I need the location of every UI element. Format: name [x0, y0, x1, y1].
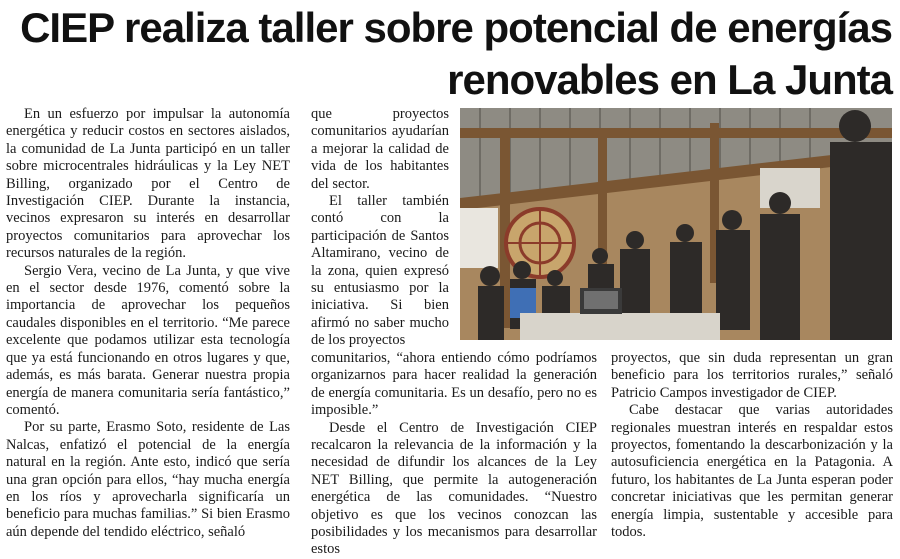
paragraph: proyectos, que sin duda representan un gran beneficio para los territorios rurales,” señaló Patricio Campos investigador de CIEP.: [611, 350, 893, 401]
paragraph: En un esfuerzo por impulsar la autonomía energética y reducir costos en sectores aislados, la comunidad de La Junta participó en un taller sobre microcentrales hidráulicas y la Ley NET Billing, organizado por el Centro de Investigación CIEP. Durante la instancia, vecinos expresaron su interés en desarrollar proyectos comunitarios para aprovechar los recursos naturales de la región.: [6, 106, 290, 262]
paragraph: Desde el Centro de Investigación CIEP recalcaron la relevancia de la información y la necesidad de difundir los alcances de la Ley NET Billing, que permite la autogeneración energética de las comunidades. “Nuestro objetivo es que los vecinos conozcan las posibilidades y los mecanismos para desarrollar estos: [311, 419, 597, 558]
article-column-3: [611, 350, 893, 541]
paragraph: El taller también contó con la participación de Santos Altamirano, vecino de la zona, quien expresó su entusiasmo por la iniciativa. Si bien afirmó no saber mucho de los proyectos: [311, 193, 449, 349]
article-column-2-lower: [311, 350, 597, 559]
article-column-1: [6, 106, 290, 541]
paragraph: Por su parte, Erasmo Soto, residente de Las Nalcas, enfatizó el potencial de la energía natural en la región. Ante esto, indicó que sería una gran opción para ellos, “hay mucha energía en los ríos y aprovecharla significaría un beneficio para muchas familias.” Si bien Erasmo aún depende del tendido eléctrico, señaló: [6, 419, 290, 540]
paragraph: que proyectos comunitarios ayudarían a mejorar la calidad de vida de los habitantes del sector.: [311, 106, 449, 192]
workshop-photo-illustration: [460, 108, 892, 340]
paragraph: Sergio Vera, vecino de La Junta, y que vive en el sector desde 1976, comentó sobre la importancia de aprovechar los pequeños caudales disponibles en el territorio. “Me parece excelente que podamos utilizar esta tecnología que ya está funcionando en otros lugares y que, además, es más barata. Generar nuestra propia energía de manera comunitaria sería fantástico,” comentó.: [6, 262, 290, 418]
paragraph: comunitarios, “ahora entiendo cómo podríamos organizarnos para hacer realidad la generación de energía comunitaria. Es un desafío, pero no es imposible.”: [311, 350, 597, 419]
workshop-photo: [460, 108, 892, 340]
article-headline: CIEP realiza taller sobre potencial de energías renovables en La Junta: [20, 4, 892, 103]
paragraph: Cabe destacar que varias autoridades regionales muestran interés en respaldar estos proyectos, fomentando la descarbonización y la autosuficiencia energética en la Patagonia. A futuro, los habitantes de La Junta esperan poder concretar iniciativas que les permitan generar energía limpia, sustentable y accesible para todos.: [611, 402, 893, 541]
article-column-2: [311, 106, 449, 350]
